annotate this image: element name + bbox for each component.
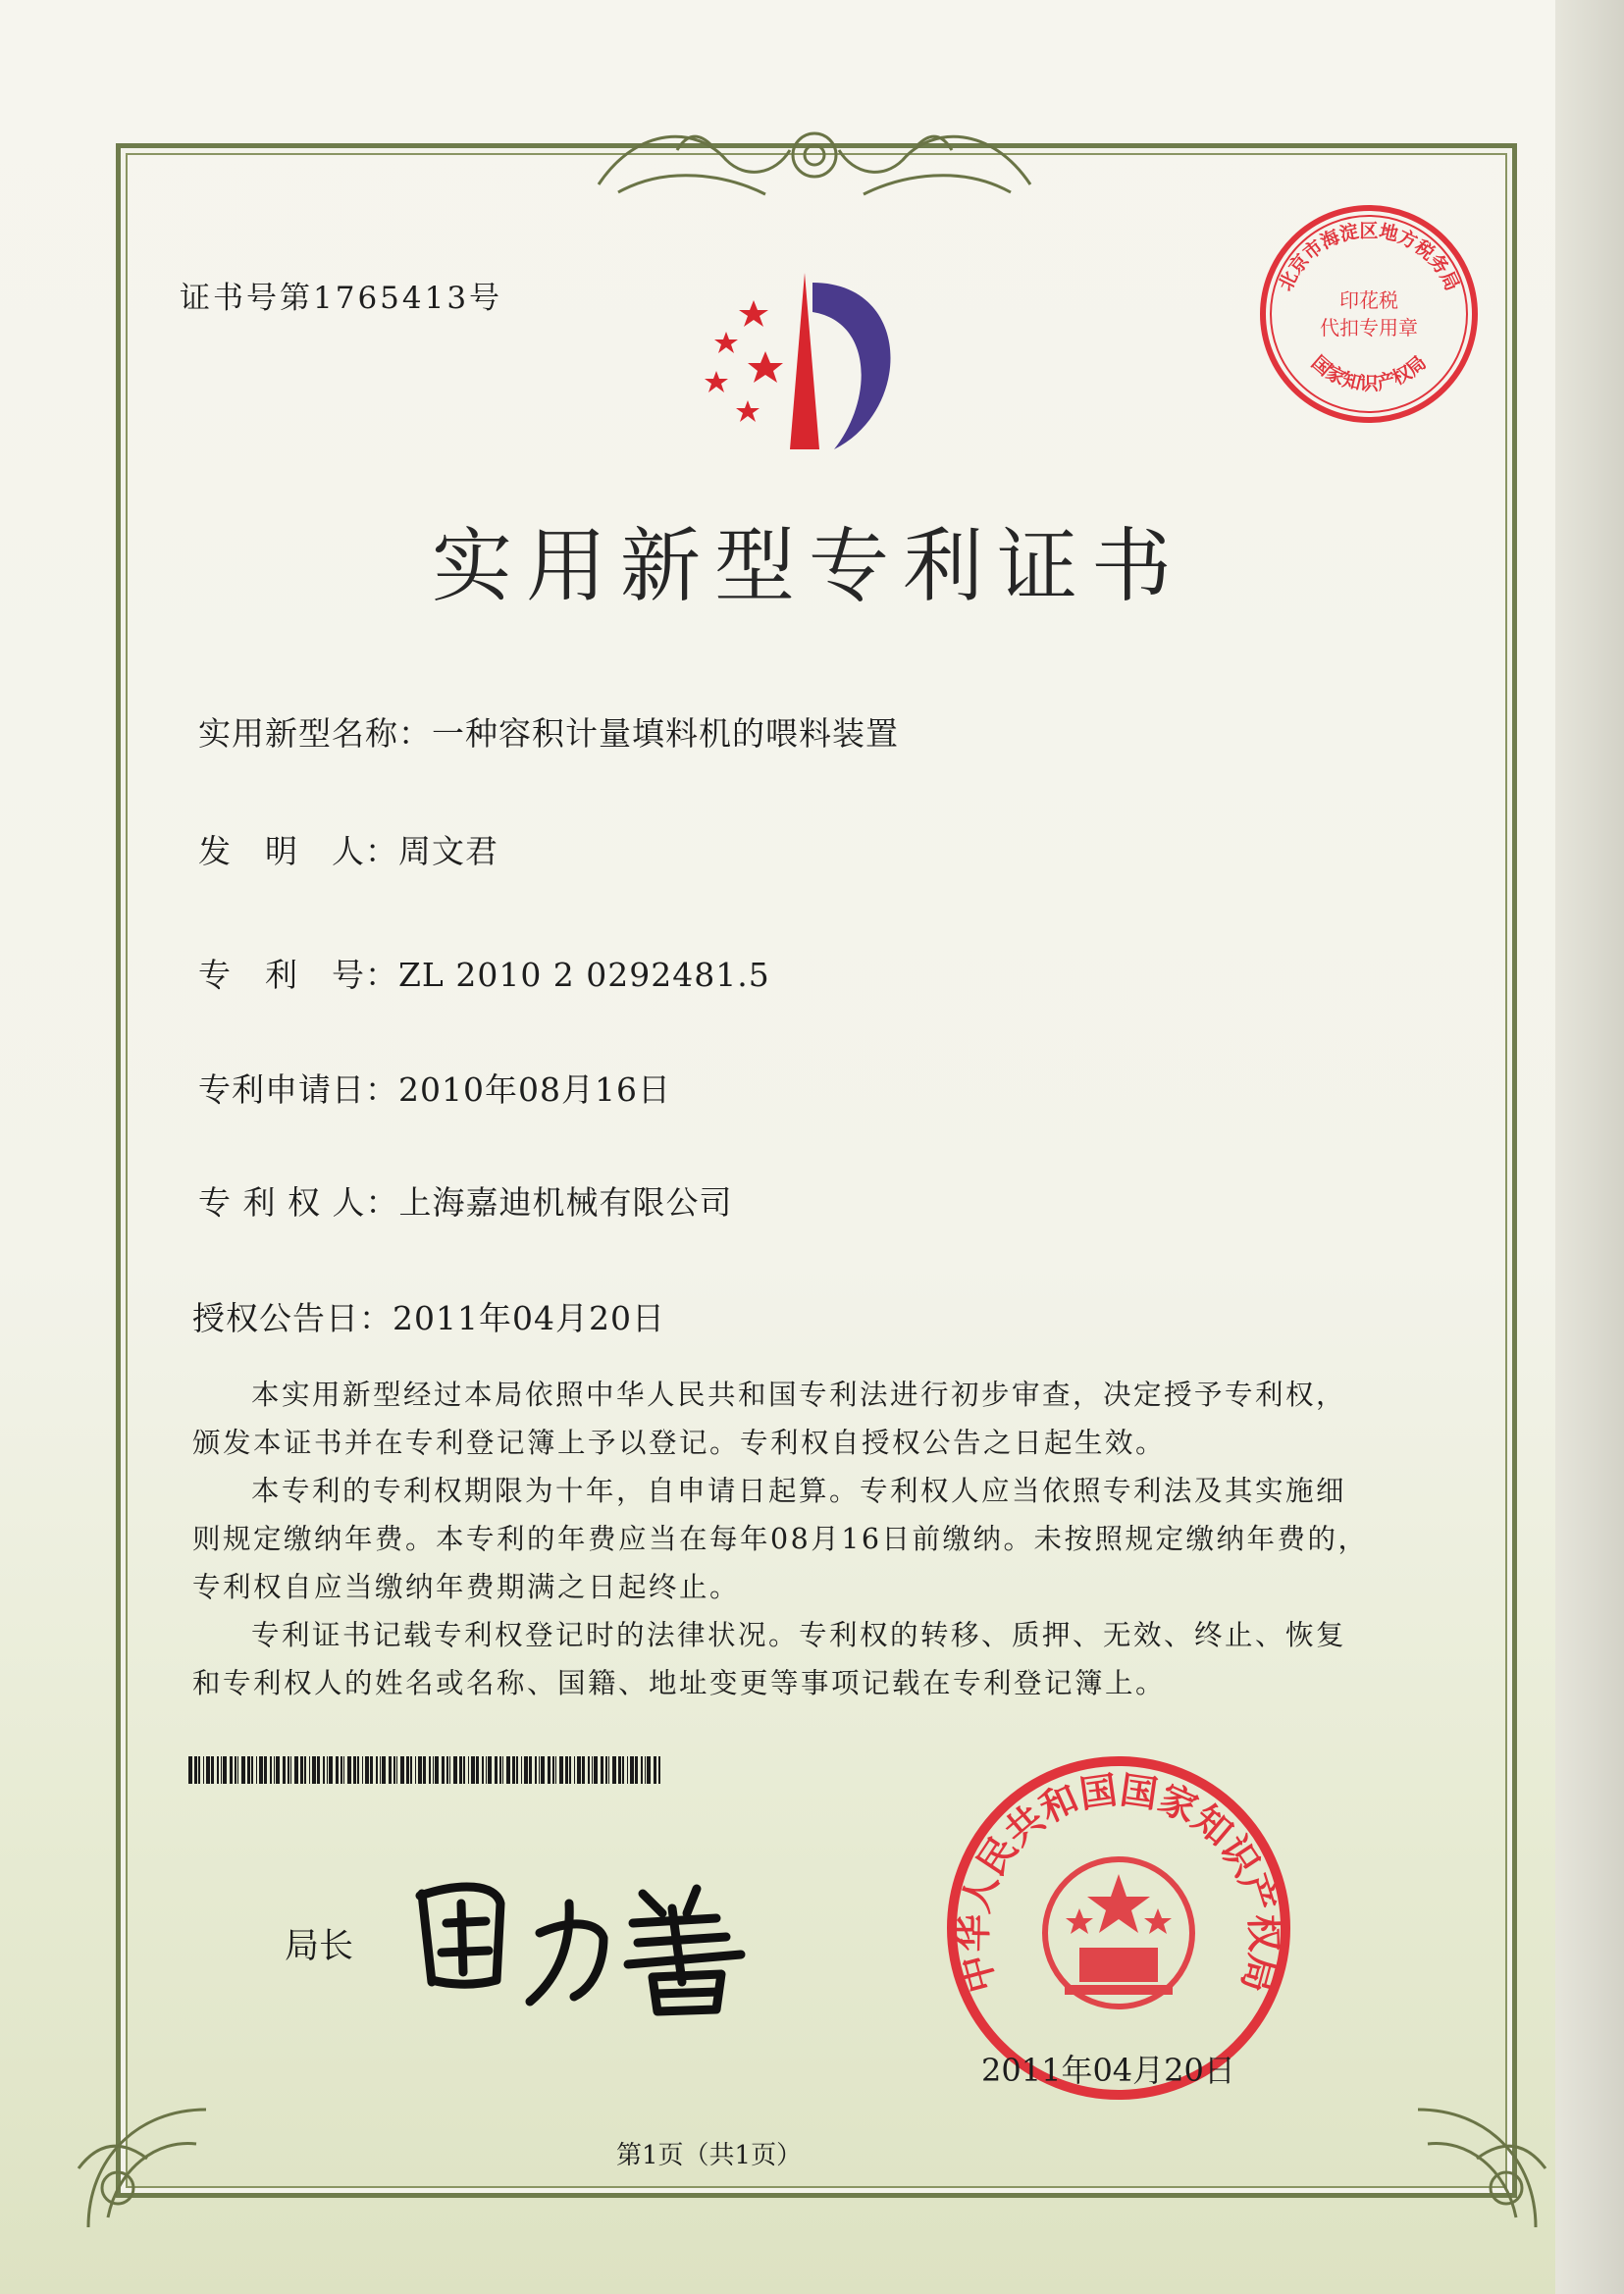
barcode-bar [541, 1756, 545, 1784]
barcode-bar [658, 1756, 660, 1784]
barcode-bar [555, 1756, 556, 1784]
field-label: 专 利 权 人： [198, 1183, 399, 1222]
field-label: 专利申请日： [198, 1070, 398, 1109]
barcode-bar [521, 1756, 522, 1784]
tax-seal-bottom-text: 国家知识产权局 [1307, 351, 1431, 395]
barcode-bar [309, 1756, 310, 1784]
barcode-bar [502, 1756, 503, 1784]
certificate-body [192, 1371, 1370, 1707]
barcode-bar [429, 1756, 431, 1784]
barcode-bar [449, 1756, 450, 1784]
barcode-bar [552, 1756, 554, 1784]
barcode-bar [237, 1756, 238, 1784]
barcode-bar [476, 1756, 479, 1784]
barcode-bar [463, 1756, 465, 1784]
field-value: 2011年04月20日 [393, 1299, 665, 1337]
director-signature [402, 1864, 775, 2021]
barcode [188, 1756, 661, 1784]
barcode-bar [486, 1756, 487, 1784]
body-paragraph: 专利证书记载专利权登记时的法律状况。专利权的转移、质押、无效、终止、恢复和专利权人的姓名或名称、国籍、地址变更等事项记载在专利登记簿上。 [192, 1619, 1347, 1699]
corner-ornament-left [59, 2051, 255, 2247]
barcode-bar [300, 1756, 303, 1784]
barcode-bar [393, 1756, 395, 1784]
director-label: 局长 [285, 1927, 354, 1966]
field-utility-model-name [198, 708, 899, 755]
barcode-bar [341, 1756, 342, 1784]
barcode-bar [574, 1756, 575, 1784]
barcode-bar [376, 1756, 378, 1784]
barcode-bar [323, 1756, 325, 1784]
field-patent-number [198, 950, 770, 996]
barcode-bar [312, 1756, 316, 1784]
field-application-date [198, 1065, 671, 1111]
field-label: 发 明 人： [198, 832, 398, 870]
field-value: ZL 2010 2 0292481.5 [398, 956, 770, 994]
barcode-bar [446, 1756, 448, 1784]
field-value: 2010年08月16日 [398, 1070, 671, 1109]
barcode-bar [630, 1756, 634, 1784]
barcode-bar [539, 1756, 540, 1784]
barcode-bar [406, 1756, 409, 1784]
binding-edge [1555, 0, 1624, 2294]
barcode-bar [347, 1756, 351, 1784]
barcode-bar [577, 1756, 581, 1784]
barcode-bar [559, 1756, 563, 1784]
page-number: 第1页（共1页） [616, 2141, 803, 2170]
barcode-bar [294, 1756, 298, 1784]
barcode-bar [645, 1756, 646, 1784]
body-paragraph: 本专利的专利权期限为十年，自申请日起算。专利权人应当依照专利法及其实施细则规定缴纳年费。本专利的年费应当在每年08月16日前缴纳。未按照规定缴纳年费的，专利权自应当缴纳年费期满之日起终止。 [192, 1475, 1369, 1603]
barcode-bar [569, 1756, 571, 1784]
barcode-bar [622, 1756, 624, 1784]
barcode-bar [357, 1756, 359, 1784]
tax-seal-outer-text: 北京市海淀区地方税务局 [1275, 220, 1463, 294]
barcode-bar [400, 1756, 404, 1784]
barcode-bar [415, 1756, 416, 1784]
field-label: 实用新型名称： [198, 714, 432, 753]
barcode-bar [353, 1756, 356, 1784]
barcode-bar [618, 1756, 621, 1784]
barcode-bar [418, 1756, 422, 1784]
barcode-bar [327, 1756, 328, 1784]
barcode-bar [329, 1756, 333, 1784]
barcode-bar [241, 1756, 245, 1784]
barcode-bar [612, 1756, 616, 1784]
barcode-bar [529, 1756, 532, 1784]
barcode-bar [203, 1756, 204, 1784]
barcode-bar [247, 1756, 250, 1784]
barcode-bar [235, 1756, 236, 1784]
barcode-bar [592, 1756, 593, 1784]
barcode-bar [608, 1756, 609, 1784]
field-inventor [198, 826, 498, 872]
barcode-bar [482, 1756, 484, 1784]
corner-ornament-right [1369, 2051, 1565, 2247]
barcode-bar [459, 1756, 462, 1784]
barcode-bar [223, 1756, 227, 1784]
barcode-bar [382, 1756, 386, 1784]
barcode-bar [198, 1756, 200, 1784]
barcode-bar [588, 1756, 590, 1784]
field-value: 上海嘉迪机械有限公司 [398, 1183, 733, 1222]
barcode-bar [304, 1756, 306, 1784]
barcode-bar [343, 1756, 344, 1784]
barcode-bar [276, 1756, 280, 1784]
barcode-bar [410, 1756, 412, 1784]
barcode-bar [188, 1756, 192, 1784]
barcode-bar [488, 1756, 492, 1784]
barcode-bar [468, 1756, 469, 1784]
tax-seal-center-line1: 印花税 [1339, 288, 1398, 312]
barcode-bar [433, 1756, 434, 1784]
barcode-bar [221, 1756, 222, 1784]
barcode-bar [251, 1756, 253, 1784]
barcode-bar [270, 1756, 272, 1784]
barcode-bar [362, 1756, 363, 1784]
barcode-bar [211, 1756, 214, 1784]
barcode-bar [256, 1756, 257, 1784]
barcode-bar [396, 1756, 397, 1784]
field-value: 一种容积计量填料机的喂料装置 [432, 714, 899, 753]
barcode-bar [499, 1756, 501, 1784]
field-grant-date [192, 1293, 665, 1339]
body-paragraph: 本实用新型经过本局依照中华人民共和国专利法进行初步审查，决定授予专利权，颁发本证书并在专利登记簿上予以登记。专利权自授权公告之日起生效。 [192, 1379, 1347, 1459]
barcode-bar [524, 1756, 528, 1784]
barcode-bar [565, 1756, 568, 1784]
barcode-bar [389, 1756, 392, 1784]
certificate-title: 实用新型专利证书 [432, 520, 1186, 613]
barcode-bar [336, 1756, 339, 1784]
barcode-bar [217, 1756, 219, 1784]
sipo-logo-icon [687, 263, 942, 459]
barcode-bar [264, 1756, 267, 1784]
svg-text:国家知识产权局 [1307, 352, 1431, 395]
barcode-bar [548, 1756, 550, 1784]
barcode-bar [627, 1756, 628, 1784]
barcode-bar [283, 1756, 286, 1784]
barcode-bar [582, 1756, 585, 1784]
barcode-bar [647, 1756, 651, 1784]
barcode-bar [535, 1756, 537, 1784]
barcode-bar [654, 1756, 656, 1784]
tax-seal-center-line2: 代扣专用章 [1320, 316, 1418, 339]
barcode-bar [594, 1756, 598, 1784]
seal-date: 2011年04月20日 [981, 2052, 1235, 2089]
top-ornament [579, 106, 1050, 204]
field-value: 周文君 [398, 832, 498, 870]
barcode-bar [274, 1756, 275, 1784]
field-patentee [198, 1177, 732, 1224]
barcode-bar [230, 1756, 233, 1784]
barcode-bar [635, 1756, 638, 1784]
certificate-number: 证书号第1765413号 [180, 281, 503, 316]
field-label: 授权公告日： [192, 1299, 393, 1337]
barcode-bar [495, 1756, 498, 1784]
barcode-bar [512, 1756, 515, 1784]
barcode-bar [442, 1756, 445, 1784]
barcode-bar [365, 1756, 369, 1784]
barcode-bar [605, 1756, 607, 1784]
barcode-bar [317, 1756, 320, 1784]
barcode-bar [290, 1756, 291, 1784]
barcode-bar [453, 1756, 457, 1784]
barcode-bar [259, 1756, 263, 1784]
tax-seal-icon [1256, 201, 1482, 427]
field-label: 专 利 号： [198, 956, 398, 994]
barcode-bar [516, 1756, 518, 1784]
barcode-bar [194, 1756, 197, 1784]
barcode-bar [380, 1756, 381, 1784]
barcode-bar [601, 1756, 603, 1784]
barcode-bar [206, 1756, 210, 1784]
seal-text: 中华人民共和国国家知识产权局 [951, 1768, 1286, 1998]
barcode-bar [423, 1756, 426, 1784]
barcode-bar [435, 1756, 439, 1784]
barcode-bar [288, 1756, 289, 1784]
barcode-bar [506, 1756, 510, 1784]
barcode-bar [471, 1756, 475, 1784]
barcode-bar [641, 1756, 643, 1784]
barcode-bar [370, 1756, 373, 1784]
